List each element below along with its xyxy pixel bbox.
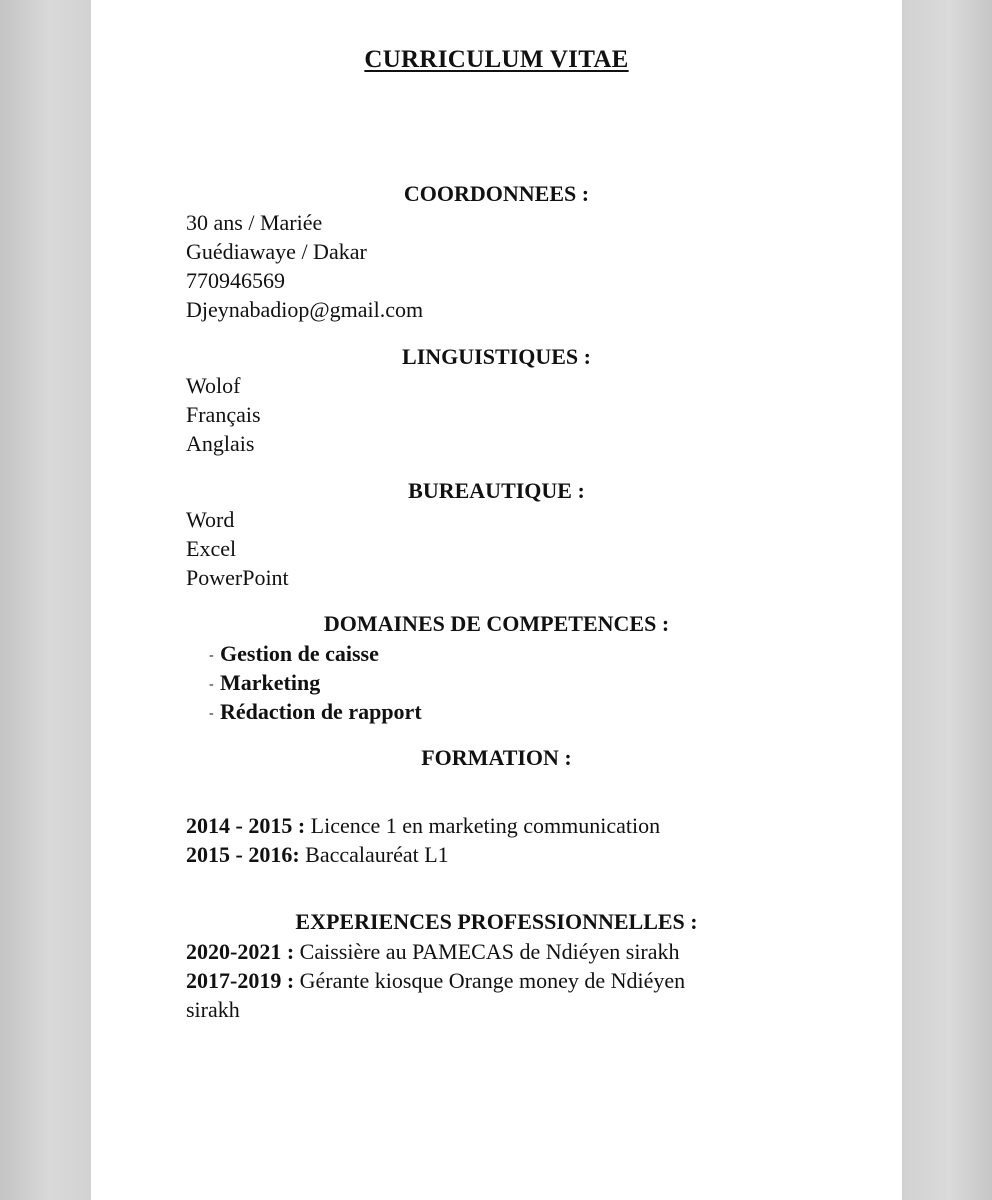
competence-item	[209, 697, 422, 728]
bullet-dash: -	[209, 677, 214, 692]
formation-item	[186, 840, 449, 869]
formation-period: 2015 - 2016:	[186, 842, 300, 867]
age-status: 30 ans / Mariée	[186, 210, 323, 235]
bureautique-heading: BUREAUTIQUE :	[408, 478, 585, 503]
bullet-dash: -	[209, 648, 214, 663]
language-item: Français	[186, 402, 261, 427]
software-item: Excel	[186, 536, 237, 561]
competences-heading: DOMAINES DE COMPETENCES :	[323, 611, 670, 636]
experience-text: Caissière au PAMECAS de Ndiéyen sirakh	[294, 939, 680, 964]
formation-period: 2014 - 2015 :	[186, 813, 306, 838]
software-item: Word	[186, 507, 235, 532]
formation-text: Licence 1 en marketing communication	[305, 813, 661, 838]
experience-item	[186, 966, 685, 995]
competence-text: Marketing	[220, 670, 321, 695]
phone-number: 770946569	[186, 268, 285, 293]
experience-period: 2020-2021 :	[186, 939, 295, 964]
experience-text: Gérante kiosque Orange money de Ndiéyen	[294, 968, 686, 993]
experiences-heading: EXPERIENCES PROFESSIONNELLES :	[295, 909, 698, 934]
experience-continuation: sirakh	[186, 997, 240, 1022]
formation-item	[186, 811, 660, 840]
software-item: PowerPoint	[186, 565, 289, 590]
competence-text: Rédaction de rapport	[220, 699, 422, 724]
competence-item	[209, 668, 320, 699]
location: Guédiawaye / Dakar	[186, 239, 367, 264]
bullet-dash: -	[209, 706, 214, 721]
language-item: Wolof	[186, 373, 241, 398]
formation-heading: FORMATION :	[421, 745, 572, 770]
competence-item	[209, 639, 379, 670]
document-title: CURRICULUM VITAE	[364, 46, 629, 73]
experience-item	[186, 937, 680, 966]
formation-text: Baccalauréat L1	[299, 842, 449, 867]
experience-period: 2017-2019 :	[186, 968, 295, 993]
linguistiques-heading: LINGUISTIQUES :	[402, 344, 591, 369]
cv-page	[91, 0, 902, 1200]
language-item: Anglais	[186, 431, 255, 456]
competence-text: Gestion de caisse	[220, 641, 379, 666]
coordonnees-heading: COORDONNEES :	[403, 181, 590, 206]
email-address: Djeynabadiop@gmail.com	[186, 297, 424, 322]
